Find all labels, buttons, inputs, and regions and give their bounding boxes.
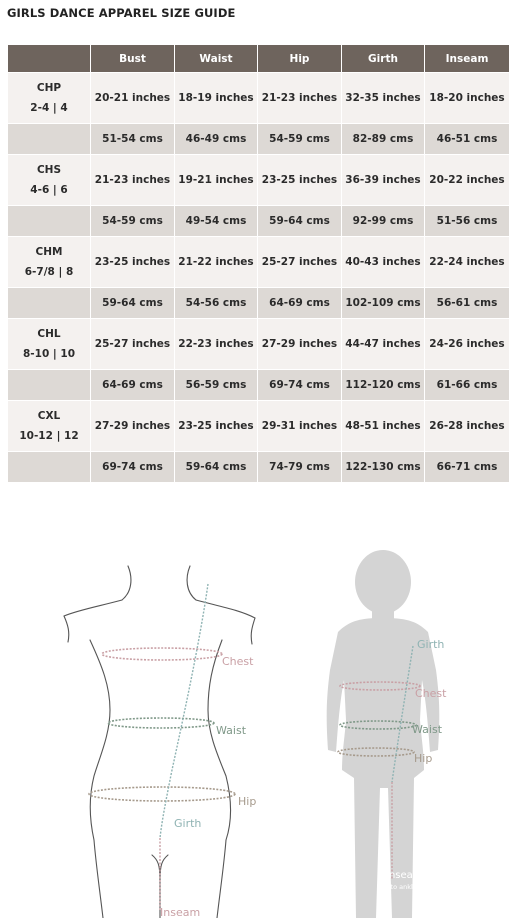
bust-cms: 64-69 cms bbox=[91, 370, 175, 401]
hip-cms: 59-64 cms bbox=[258, 206, 342, 237]
girth-inches: 32-35 inches bbox=[342, 73, 425, 124]
inseam-cms: 61-66 cms bbox=[425, 370, 510, 401]
table-header-row bbox=[8, 45, 510, 73]
girth-cms: 122-130 cms bbox=[342, 452, 425, 483]
hip-cms: 54-59 cms bbox=[258, 124, 342, 155]
waist-ring bbox=[108, 718, 214, 728]
header-waist: Waist bbox=[175, 45, 258, 73]
size-code: CHS bbox=[36, 164, 62, 176]
hip-ring bbox=[89, 787, 235, 801]
bust-inches: 20-21 inches bbox=[91, 73, 175, 124]
header-bust: Bust bbox=[91, 45, 175, 73]
waist-cms: 56-59 cms bbox=[175, 370, 258, 401]
empty-cell bbox=[8, 206, 91, 237]
hip-inches: 23-25 inches bbox=[258, 155, 342, 206]
inseam-inches: 18-20 inches bbox=[425, 73, 510, 124]
waist-cms: 54-56 cms bbox=[175, 288, 258, 319]
page-title: GIRLS DANCE APPAREL SIZE GUIDE bbox=[7, 6, 236, 20]
waist-cms: 49-54 cms bbox=[175, 206, 258, 237]
right-inseam-note: (to ankle) bbox=[388, 883, 420, 891]
table-row-cms bbox=[8, 370, 510, 401]
size-cell bbox=[8, 401, 91, 452]
table-row-cms bbox=[8, 206, 510, 237]
inseam-inches: 20-22 inches bbox=[425, 155, 510, 206]
hip-label: Hip bbox=[238, 795, 257, 808]
bust-inches: 25-27 inches bbox=[91, 319, 175, 370]
inseam-label: Inseam bbox=[160, 906, 201, 918]
table-row-inches bbox=[8, 155, 510, 206]
header-size bbox=[8, 45, 91, 73]
size-cell bbox=[8, 73, 91, 124]
empty-cell bbox=[8, 452, 91, 483]
waist-inches: 23-25 inches bbox=[175, 401, 258, 452]
girth-inches: 48-51 inches bbox=[342, 401, 425, 452]
waist-cms: 59-64 cms bbox=[175, 452, 258, 483]
bust-cms: 59-64 cms bbox=[91, 288, 175, 319]
inseam-cms: 46-51 cms bbox=[425, 124, 510, 155]
empty-cell bbox=[8, 370, 91, 401]
hip-inches: 25-27 inches bbox=[258, 237, 342, 288]
bust-cms: 54-59 cms bbox=[91, 206, 175, 237]
size-code: CHP bbox=[36, 82, 62, 94]
header-hip: Hip bbox=[258, 45, 342, 73]
hip-inches: 27-29 inches bbox=[258, 319, 342, 370]
bust-cms: 51-54 cms bbox=[91, 124, 175, 155]
bust-inches: 21-23 inches bbox=[91, 155, 175, 206]
size-cell bbox=[8, 319, 91, 370]
bust-inches: 27-29 inches bbox=[91, 401, 175, 452]
inseam-inches: 26-28 inches bbox=[425, 401, 510, 452]
bust-inches: 23-25 inches bbox=[91, 237, 175, 288]
header-inseam: Inseam bbox=[425, 45, 510, 73]
size-code: CHM bbox=[35, 246, 63, 258]
girth-cms: 102-109 cms bbox=[342, 288, 425, 319]
waist-cms: 46-49 cms bbox=[175, 124, 258, 155]
inseam-cms: 66-71 cms bbox=[425, 452, 510, 483]
size-code: CHL bbox=[37, 328, 61, 340]
girth-inches: 44-47 inches bbox=[342, 319, 425, 370]
bust-cms: 69-74 cms bbox=[91, 452, 175, 483]
waist-inches: 18-19 inches bbox=[175, 73, 258, 124]
empty-cell bbox=[8, 124, 91, 155]
inseam-cms: 56-61 cms bbox=[425, 288, 510, 319]
table-row-cms bbox=[8, 124, 510, 155]
inseam-inches: 22-24 inches bbox=[425, 237, 510, 288]
inseam-cms: 51-56 cms bbox=[425, 206, 510, 237]
size-table bbox=[7, 44, 510, 483]
hip-cms: 64-69 cms bbox=[258, 288, 342, 319]
size-range: 4-6 | 6 bbox=[30, 184, 68, 196]
right-girth-label: Girth bbox=[417, 638, 445, 651]
size-range: 6-7/8 | 8 bbox=[24, 266, 74, 278]
hip-inches: 21-23 inches bbox=[258, 73, 342, 124]
girth-cms: 92-99 cms bbox=[342, 206, 425, 237]
chest-label: Chest bbox=[222, 655, 254, 668]
chest-ring bbox=[102, 648, 222, 660]
right-inseam-label: Inseam bbox=[386, 870, 423, 881]
right-hip-label: Hip bbox=[414, 752, 433, 765]
waist-inches: 19-21 inches bbox=[175, 155, 258, 206]
table-row-inches bbox=[8, 73, 510, 124]
table-row-inches bbox=[8, 319, 510, 370]
size-code: CXL bbox=[37, 410, 61, 422]
right-waist-label: Waist bbox=[412, 723, 443, 736]
right-chest-label: Chest bbox=[415, 687, 447, 700]
inseam-inches: 24-26 inches bbox=[425, 319, 510, 370]
table-row-cms bbox=[8, 452, 510, 483]
girth-label: Girth bbox=[174, 817, 202, 830]
hip-inches: 29-31 inches bbox=[258, 401, 342, 452]
waist-inches: 21-22 inches bbox=[175, 237, 258, 288]
size-range: 8-10 | 10 bbox=[22, 348, 76, 360]
girth-cms: 112-120 cms bbox=[342, 370, 425, 401]
table-row-inches bbox=[8, 237, 510, 288]
hip-cms: 69-74 cms bbox=[258, 370, 342, 401]
hip-cms: 74-79 cms bbox=[258, 452, 342, 483]
waist-label: Waist bbox=[216, 724, 247, 737]
size-cell bbox=[8, 155, 91, 206]
table-row-cms bbox=[8, 288, 510, 319]
girth-cms: 82-89 cms bbox=[342, 124, 425, 155]
empty-cell bbox=[8, 288, 91, 319]
size-range: 10-12 | 12 bbox=[19, 430, 79, 442]
header-girth: Girth bbox=[342, 45, 425, 73]
girth-inches: 36-39 inches bbox=[342, 155, 425, 206]
torso-outline-illustration bbox=[64, 566, 255, 918]
table-row-inches bbox=[8, 401, 510, 452]
size-range: 2-4 | 4 bbox=[30, 102, 68, 114]
waist-inches: 22-23 inches bbox=[175, 319, 258, 370]
measurement-diagram bbox=[0, 520, 517, 918]
girth-inches: 40-43 inches bbox=[342, 237, 425, 288]
size-cell bbox=[8, 237, 91, 288]
